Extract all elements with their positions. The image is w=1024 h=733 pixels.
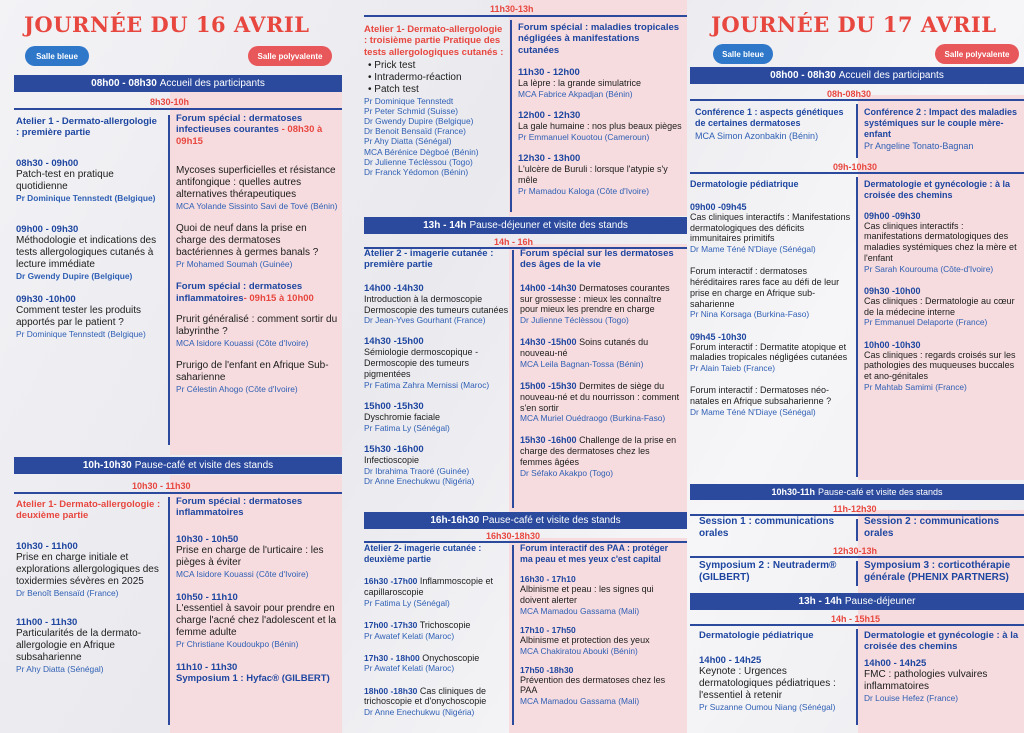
divider: [856, 104, 858, 158]
speaker: Pr Peter Schmid (Suisse): [364, 106, 459, 117]
atelier1-part1: [16, 116, 162, 339]
day2-title: JOURNÉE DU 17 AVRIL: [711, 12, 997, 37]
speaker: Dr Jean-Yves Gourhant (France): [364, 315, 486, 326]
talk-time: 10h30 - 10h50: [176, 533, 239, 545]
session-title: Session 2 : communications orales: [864, 516, 1000, 539]
speaker: Pr Angeline Tonato-Bagnan: [864, 141, 974, 152]
break-band: [364, 512, 687, 529]
talk-title: L'essentiel à savoir pour prendre en charge l'acné chez l'adolescent et la femme adulte: [176, 602, 337, 638]
talk: [520, 283, 682, 315]
talk-title: Introduction à la dermoscopie Dermoscopie des tumeurs cutanées: [364, 293, 509, 315]
derm-gyneco-2: [864, 630, 1022, 703]
talk-time: 11h10 - 11h30: [176, 661, 238, 673]
talk-time: 16h30 - 17h10: [520, 574, 576, 585]
room-blue-badge: Salle bleue: [713, 44, 773, 64]
talk-title: Quoi de neuf dans la prise en charge des dermatoses bactériennes à germes banals ?: [176, 223, 319, 259]
session-title: Atelier 1- Dermato-allergologie : troisième partie Pratique des tests allergologiques cutanés :: [364, 24, 504, 58]
session-title: Forum spécial : maladies tropicales négligées à manifestations cutanées: [518, 22, 680, 56]
list-item-text: Prick test: [374, 60, 416, 72]
welcome-label: Accueil des participants: [838, 70, 944, 81]
slot-time: 09h-10h30: [833, 162, 878, 172]
speaker: Pr Fatima Zahra Mernissi (Maroc): [364, 379, 490, 390]
speaker: Pr Emmanuel Kouotou (Cameroun): [518, 131, 650, 142]
divider: [690, 172, 1024, 174]
talk-title: Albinisme et protection des yeux: [520, 634, 650, 645]
speaker: Dr Benoît Bensaïd (France): [16, 587, 119, 598]
talk-title: Sémiologie dermoscopique - Dermoscopie des tumeurs pigmentées: [364, 347, 479, 380]
session-title: Forum spécial : dermatoses inflammatoires: [176, 496, 303, 519]
talk: [364, 576, 509, 598]
divider: [856, 519, 858, 541]
talk-title: Trichoscopie: [419, 619, 471, 630]
session-title: Forum interactif des PAA : protéger ma peau et mes yeux c'est capital: [520, 543, 669, 564]
speaker: MCA Leila Bagnan-Tossa (Bénin): [520, 358, 644, 369]
session-title: Conférence 1 : aspects génétiques de certaines dermatoses: [695, 107, 844, 128]
room-red-badge: Salle polyvalente: [935, 44, 1019, 64]
talk-title: La lèpre : la grande simulatrice: [518, 78, 642, 89]
talk-time: 12h30 - 13h00: [518, 152, 581, 164]
talk-time: 14h00 - 14h25: [699, 655, 762, 667]
conference-1: [695, 107, 851, 141]
speaker: Dr Gwendy Dupire (Belgique): [364, 116, 474, 127]
divider: [364, 15, 687, 17]
talk-title: L'ulcère de Buruli : lorsque l'atypie s'y mêle: [518, 163, 668, 185]
talk-time: 12h00 - 12h30: [518, 110, 581, 122]
talk-title: Challenge de la prise en charge des dermatoses chez les femmes âgées: [520, 435, 677, 467]
speaker: Pr Dominique Tennstedt (Belgique): [16, 192, 156, 203]
speaker: Pr Dominique Tennstedt: [364, 96, 454, 107]
slot-time: 12h30-13h: [833, 546, 878, 556]
day1-panel: [0, 0, 342, 733]
talk-title: Soins cutanés du nouveau-né: [520, 337, 649, 359]
speaker: Dr Mame Téné N'Diaye (Sénégal): [690, 406, 816, 417]
speaker: Dr Julienne Téclèssou (Togo): [364, 156, 473, 167]
talk-time: 16h30 -17h00: [364, 576, 418, 587]
talk-title: Cas cliniques : Dermatologie au cœur de la médecine interne: [864, 295, 1015, 317]
divider: [168, 115, 170, 445]
speaker: Dr Anne Enechukwu (Nigéria): [364, 475, 475, 486]
speaker: MCA Yolande Sissinto Savi de Tové (Bénin): [176, 201, 338, 212]
divider: [690, 556, 1024, 558]
talk-title: Cas cliniques interactifs : manifestations dermatologiques des maladies systémiques chez la mère et l'enfant: [864, 220, 1017, 263]
session-title: [176, 281, 338, 304]
divider: [14, 492, 342, 494]
symposium-2: [699, 560, 851, 584]
lunch-label: Pause-déjeuner et visite des stands: [469, 220, 628, 231]
speaker: Pr Fatima Ly (Sénégal): [364, 422, 450, 433]
talk-time: 09h00 -09h30: [864, 210, 921, 221]
talk-time: 11h30 - 12h00: [518, 67, 580, 79]
test-list: [364, 60, 506, 96]
session-2: [864, 516, 1022, 540]
room-blue-badge: Salle bleue: [25, 46, 89, 66]
derm-gyneco: [864, 179, 1022, 392]
speaker: Dr Benoit Bensaïd (France): [364, 126, 466, 137]
session-title: [176, 113, 338, 147]
talk-title: Prurigo de l'enfant en Afrique Sub-saharienne: [176, 360, 329, 384]
lunch-band: [364, 217, 687, 234]
talk-time: 14h00 -14h30: [364, 282, 424, 294]
talk-title: Prise en charge initiale et explorations allergologiques des toxidermies sévères en 2025: [16, 551, 159, 587]
forum-tropical: [518, 22, 682, 196]
speaker: MCA Isidore Kouassi (Côte d'Ivoire): [176, 338, 309, 349]
talk-title: Inflammoscopie et capillaroscopie: [364, 576, 493, 597]
speaker: MCA Mamadou Gassama (Mali): [520, 605, 640, 616]
talk-time: 14h30 -15h00: [364, 336, 424, 348]
session-time: - 08h30 à 09h15: [176, 124, 323, 147]
talk-time: 17h30 - 18h00: [364, 652, 420, 663]
talk-time: 15h30 -16h00: [520, 435, 577, 446]
slot-time: 11h-12h30: [833, 504, 877, 514]
atelier2-part1: [364, 248, 509, 486]
talk-time: 14h00 -14h30: [520, 282, 577, 293]
talk-title: Particularités de la dermato-allergologie en Afrique subsaharienne: [16, 627, 142, 663]
session-title: Dermatologie pédiatrique: [699, 630, 814, 641]
talk-time: 15h00 -15h30: [364, 400, 424, 412]
speaker: Pr Nina Korsaga (Burkina-Faso): [690, 309, 810, 320]
lunch-label: Pause-déjeuner: [844, 596, 916, 607]
speaker: Pr Alain Taieb (France): [690, 363, 776, 374]
slot-time: 08h-08h30: [827, 89, 872, 99]
speaker: Pr Sarah Kourouma (Côte-d'Ivoire): [864, 263, 994, 274]
welcome-label: Accueil des participants: [159, 78, 265, 89]
slot-time: 14h - 16h: [494, 237, 534, 247]
talk-title: FMC : pathologies vulvaires inflammatoires: [864, 668, 988, 692]
lunch-time: 13h - 14h: [423, 220, 467, 231]
conference-2: [864, 107, 1022, 152]
atelier2-part2: [364, 543, 509, 717]
speaker: Pr Christiane Koudoukpo (Bénin): [176, 638, 299, 649]
talk-title: Cas cliniques : regards croisés sur les pathologies des muqueuses buccales et ano-génitales: [864, 349, 1016, 382]
divider: [168, 497, 170, 725]
talk: [520, 435, 682, 467]
slot-time: 10h30 - 11h30: [132, 481, 191, 491]
forum-infectious: [176, 113, 338, 394]
divider: [856, 561, 858, 586]
speaker: Pr Ahy Diatta (Sénégal): [364, 136, 452, 147]
session-title: Conférence 2 : Impact des maladies systémiques sur le couple mère-enfant: [864, 107, 1018, 139]
welcome-time: 08h00 - 08h30: [91, 78, 157, 89]
divider: [690, 99, 1024, 101]
speaker: MCA Mamadou Gassama (Mali): [520, 696, 640, 707]
lunch-band: [690, 593, 1024, 610]
session-title: Dermatologie et gynécologie : à la croisée des chemins: [864, 179, 1011, 200]
welcome-time: 08h00 - 08h30: [770, 70, 836, 81]
slot-time: 8h30-10h: [150, 97, 190, 107]
pediatric-derm-2: [699, 630, 853, 712]
room-red-badge: Salle polyvalente: [248, 46, 332, 66]
speaker: Dr Gwendy Dupire (Belgique): [16, 270, 133, 281]
speaker: Pr Suzanne Oumou Niang (Sénégal): [699, 702, 836, 713]
talk-title: Dermites de siège du nouveau-né et du nourrisson : comment s'en sortir: [520, 380, 680, 413]
speaker: MCA Muriel Ouédraogo (Burkina-Faso): [520, 413, 666, 424]
talk: [520, 381, 682, 413]
forum-paa: [520, 543, 682, 706]
speaker: MCA Fabrice Akpadjan (Bénin): [518, 88, 633, 99]
session-title: Dermatologie pédiatrique: [690, 179, 799, 189]
day1-title: JOURNÉE DU 16 AVRIL: [24, 12, 310, 37]
atelier1-part2: [16, 499, 164, 674]
speaker: Pr Mohamed Soumah (Guinée): [176, 259, 293, 270]
day2-panel: [687, 0, 1024, 733]
talk-time: 10h30 - 11h00: [16, 540, 78, 552]
speaker: Pr Fatima Ly (Sénégal): [364, 597, 450, 608]
list-item: • Patch test: [368, 84, 419, 96]
talk-time: 18h00 -18h30: [364, 685, 418, 696]
atelier1-part3: [364, 24, 506, 177]
session-time: - 09h15 à 10h00: [243, 292, 314, 304]
break-label: Pause-café et visite des stands: [482, 515, 621, 526]
list-item-text: Patch test: [374, 84, 419, 96]
speaker: Pr Célestin Ahogo (Côte d'Ivoire): [176, 384, 298, 395]
break-label: Pause-café et visite des stands: [134, 460, 274, 471]
talk-title: Cas cliniques de trichoscopie et d'onychoscopie: [364, 685, 487, 707]
talk-title: Comment tester les produits apportés par le patient ?: [16, 304, 142, 328]
break-band: [14, 457, 342, 474]
session-title: Forum spécial sur les dermatoses des âges de la vie: [520, 248, 674, 271]
divider: [512, 250, 514, 508]
slot-time: 16h30-18h30: [486, 531, 541, 541]
talk-title: Prévention des dermatoses chez les PAA: [520, 674, 666, 696]
speaker: MCA Bérénice Dègboé (Bénin): [364, 146, 479, 157]
break-time: 10h-10h30: [82, 460, 132, 471]
talk-title: Méthodologie et indications des tests allergologiques cutanés à lecture immédiate: [16, 234, 157, 270]
speaker: Pr Awatef Kelati (Maroc): [364, 630, 455, 641]
speaker: Pr Mahtab Samimi (France): [864, 381, 967, 392]
slot-time: 14h - 15h15: [831, 614, 881, 624]
talk-time: 11h00 - 11h30: [16, 616, 78, 628]
divider: [690, 624, 1024, 626]
forum-inflammatory: [176, 496, 338, 684]
talk-title: Forum interactif : Dermatite atopique et maladies tropicales négligées cutanées: [690, 341, 848, 363]
speaker: Dr Ibrahima Traoré (Guinée): [364, 465, 470, 476]
list-item: • Prick test: [368, 60, 416, 72]
talk-time: 14h30 -15h00: [520, 337, 577, 348]
welcome-band: [14, 75, 342, 92]
forum-life-ages: [520, 248, 682, 478]
talk: [520, 337, 682, 359]
session-title-text: Forum spécial : dermatoses infectieuses courantes: [176, 113, 303, 136]
break-label: Pause-café et visite des stands: [817, 487, 943, 497]
session-1: [699, 516, 851, 540]
pediatric-derm: [690, 179, 852, 417]
talk-title: Cas cliniques interactifs : Manifestations dermatologiques des déficits immunitaires primitifs: [690, 211, 851, 244]
speaker: Pr Ahy Diatta (Sénégal): [16, 663, 104, 674]
speaker: Pr Emmanuel Delaporte (France): [864, 317, 988, 328]
session-title: Atelier 2- imagerie cutanée : deuxième partie: [364, 543, 482, 564]
speaker: Dr Julienne Téclèssou (Togo): [520, 315, 629, 326]
speaker: Dr Franck Yédomon (Bénin): [364, 166, 469, 177]
speaker: Pr Awatef Kelati (Maroc): [364, 663, 455, 674]
talk-title: Albinisme et peau : les signes qui doivent alerter: [520, 584, 654, 605]
speaker: Dr Anne Enechukwu (Nigéria): [364, 707, 475, 718]
session-title: Atelier 2 - imagerie cutanée : première partie: [364, 248, 494, 271]
talk-title: La gale humaine : nos plus beaux pièges: [518, 121, 682, 132]
talk-time: 10h00 -10h30: [864, 339, 921, 350]
speaker: Pr Mamadou Kaloga (Côte d'Ivoire): [518, 185, 650, 196]
speaker: MCA Simon Azonbakin (Bénin): [695, 130, 819, 141]
speaker: MCA Isidore Kouassi (Côte d'Ivoire): [176, 568, 309, 579]
symposium-title: Symposium 3 : corticothérapie générale (PHENIX PARTNERS): [864, 560, 1011, 583]
talk-time: 09h00 -09h45: [690, 201, 747, 212]
talk-title: Forum interactif : Dermatoses néo-natales en Afrique subsaharienne ?: [690, 385, 832, 406]
symposium-title: Symposium 1 : Hyfac® (GILBERT): [176, 672, 330, 684]
talk-time: 15h30 -16h00: [364, 443, 424, 455]
symposium-title: Symposium 2 : Neutraderm® (GILBERT): [699, 560, 837, 583]
talk-title: Prise en charge de l'urticaire : les pièges à éviter: [176, 544, 324, 568]
talk-title: Onychoscopie: [422, 652, 480, 663]
talk-title: Keynote : Urgences dermatologiques pédiatriques : l'essentiel à retenir: [699, 666, 836, 702]
talk-title: Dyschromie faciale: [364, 411, 441, 422]
talk-time: 09h00 - 09h30: [16, 223, 79, 235]
list-item: • Intradermo-réaction: [368, 72, 462, 84]
divider: [510, 20, 512, 212]
talk-title: Mycoses superficielles et résistance antifongique : quelles autres alternatives thérapeutiques: [176, 165, 336, 201]
talk-time: 08h30 - 09h00: [16, 157, 79, 169]
talk-title: Patch-test en pratique quotidienne: [16, 168, 114, 192]
talk-title: Infectioscopie: [364, 454, 420, 465]
speaker: Dr Louise Hefez (France): [864, 692, 959, 703]
slot-time: 11h30-13h: [490, 4, 534, 14]
talk-time: 10h50 - 11h10: [176, 591, 238, 603]
talk-time: 14h00 - 14h25: [864, 657, 927, 669]
list-item-text: Intradermo-réaction: [374, 72, 462, 84]
welcome-band: [690, 67, 1024, 84]
speaker: MCA Chakiratou Abouki (Bénin): [520, 645, 638, 656]
divider: [14, 108, 342, 110]
break-time: 16h-16h30: [430, 515, 480, 526]
session-title-text: Forum spécial : dermatoses inflammatoires: [176, 281, 303, 304]
speaker: Dr Séfako Akakpo (Togo): [520, 467, 614, 478]
session-title: Atelier 1- Dermato-allergologie : deuxième partie: [16, 499, 161, 522]
talk-title: Dermatoses courantes sur grossesse : mieux les connaître pour mieux les prendre en charge: [520, 282, 670, 315]
talk-time: 15h00 -15h30: [520, 380, 577, 391]
day1-continued-panel: [342, 0, 687, 733]
talk: [364, 653, 509, 664]
speaker: Pr Dominique Tennstedt (Belgique): [16, 328, 146, 339]
symposium-3: [864, 560, 1024, 584]
session-title: Atelier 1 - Dermato-allergologie : première partie: [16, 116, 157, 139]
talk-time: 09h45 -10h30: [690, 331, 747, 342]
talk-time: 09h30 -10h00: [864, 285, 921, 296]
lunch-time: 13h - 14h: [798, 596, 842, 607]
talk-title: Prurit généralisé : comment sortir du labyrinthe ?: [176, 314, 338, 338]
speaker: Dr Mame Téné N'Diaye (Sénégal): [690, 244, 816, 255]
talk-time: 09h30 -10h00: [16, 293, 76, 305]
talk: [364, 686, 509, 708]
divider: [856, 177, 858, 477]
talk-time: 17h50 -18h30: [520, 664, 574, 675]
break-time: 10h30-11h: [771, 487, 815, 497]
talk-time: 17h10 - 17h50: [520, 624, 576, 635]
break-band: [690, 484, 1024, 500]
talk: [364, 620, 509, 631]
divider: [512, 545, 514, 725]
talk-title: Forum interactif : dermatoses héréditaires rares face au défi de leur prise en charge en Afrique sub-saharienne: [690, 266, 840, 309]
talk-time: 17h00 -17h30: [364, 619, 418, 630]
session-title: Session 1 : communications orales: [699, 516, 835, 539]
session-title: Dermatologie et gynécologie : à la croisée des chemins: [864, 630, 1019, 653]
divider: [856, 629, 858, 725]
